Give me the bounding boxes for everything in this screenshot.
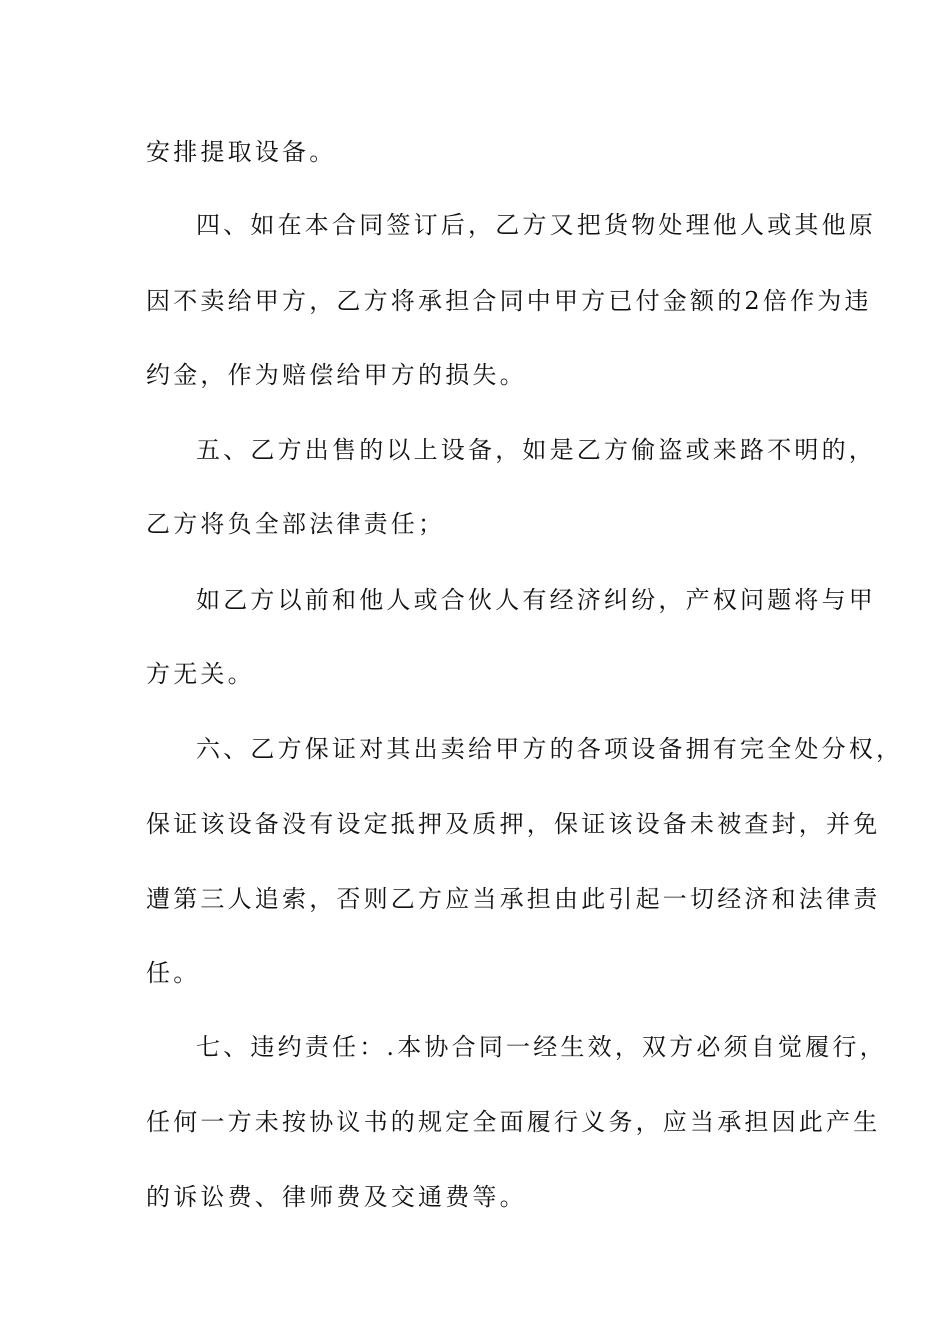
text-line-14: 任何一方未按协议书的规定全面履行义务，应当承担因此产生 [146, 1108, 881, 1136]
text-line-9: 六、乙方保证对其出卖给甲方的各项设备拥有完全处分权， [196, 735, 904, 763]
text-line-12: 任。 [146, 959, 201, 987]
text-line-10: 保证该设备没有设定抵押及质押，保证该设备未被查封，并免 [146, 810, 881, 838]
text-line-4: 约金，作为赔偿给甲方的损失。 [146, 361, 527, 389]
text-line-3: 因不卖给甲方，乙方将承担合同中甲方已付金额的2倍作为违 [146, 287, 872, 315]
text-line-6: 乙方将负全部法律责任； [146, 510, 446, 538]
text-line-7: 如乙方以前和他人或合伙人有经济纠纷，产权问题将与甲 [196, 586, 876, 614]
text-line-8: 方无关。 [146, 660, 255, 688]
text-line-15: 的诉讼费、律师费及交通费等。 [146, 1183, 527, 1211]
text-line-1: 安排提取设备。 [146, 138, 337, 166]
text-line-2: 四、如在本合同签订后，乙方又把货物处理他人或其他原 [196, 211, 876, 239]
text-line-11: 遭第三人追索，否则乙方应当承担由此引起一切经济和法律责 [146, 885, 881, 913]
text-line-13: 七、违约责任：.本协合同一经生效，双方必须自觉履行， [196, 1033, 887, 1061]
text-line-5: 五、乙方出售的以上设备，如是乙方偷盗或来路不明的， [196, 436, 876, 464]
